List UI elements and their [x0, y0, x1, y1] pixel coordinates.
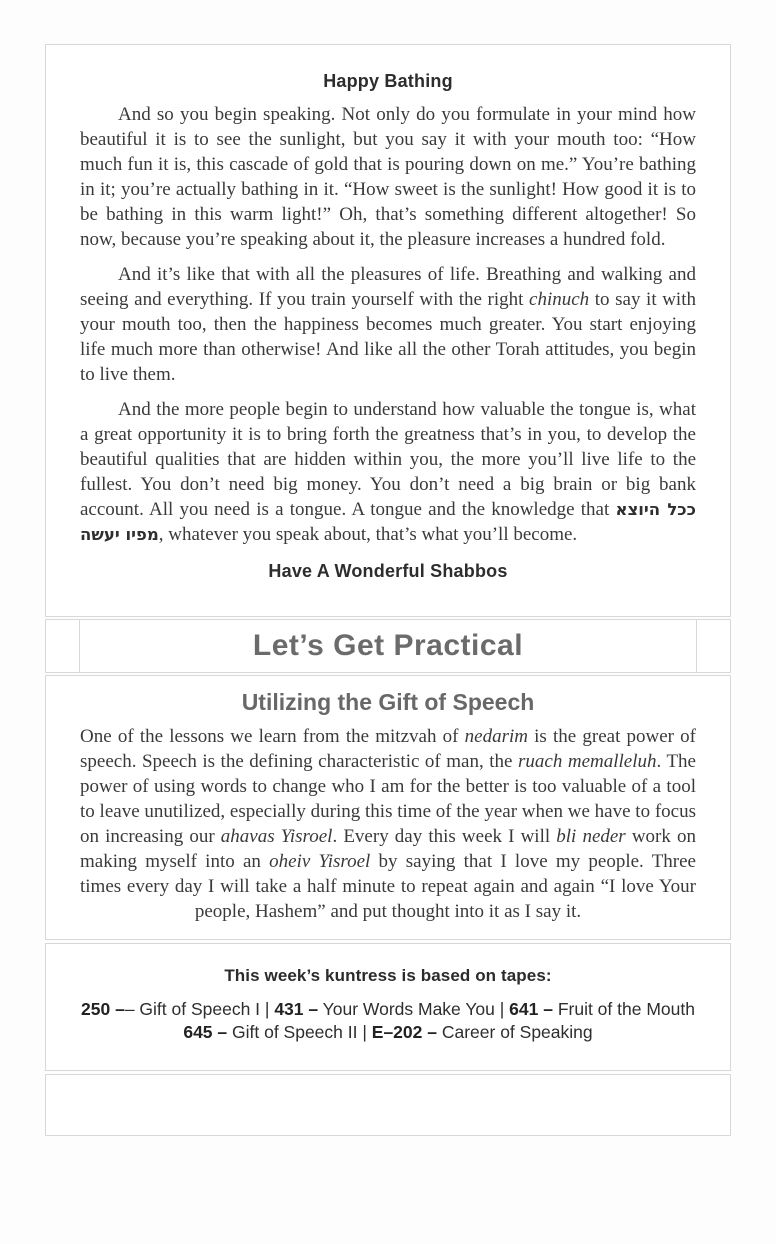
- practical-text: by saying that I love my people. Three times every day I will take a half minute to repeat again and again “I love Your people, Hashem” and put thought into it as I say it.: [80, 851, 696, 922]
- tape-title: Your Words Make You: [318, 999, 495, 1019]
- hebrew-phrase: ככל היוצא מפיו יעשה: [80, 500, 696, 544]
- tape-number: 641 –: [509, 999, 553, 1019]
- tape-line-2: [74, 1021, 702, 1044]
- banner-right-cell: [696, 620, 730, 672]
- paragraph-3-text-cont: , whatever you speak about, that’s what you’ll become.: [158, 524, 578, 545]
- happy-bathing-heading: Happy Bathing: [323, 71, 453, 91]
- tapes-heading: This week’s kuntress is based on tapes:: [224, 966, 552, 985]
- italic-term-oheiv-yisroel: oheiv Yisroel: [269, 851, 371, 872]
- paragraph-2-text-cont: to say it with your mouth too, then the happiness becomes much greater. You start enjoying life much more than otherwise! And like all the other Torah attitudes, you begin to live them.: [80, 289, 696, 385]
- paragraph-2: [80, 262, 696, 387]
- next-section-partial: [45, 1074, 731, 1136]
- paragraph-1: And so you begin speaking. Not only do you formulate in your mind how beautiful it is to see the sunlight, but you say it with your mouth too: “How much fun it is, this cascade of gold that is pouring down on me.” You’re bathing in it; you’re actually bathing in it. “How sweet is the sunlight! How good it is to be bathing in this warm light!” Oh, that’s something different altogether! So now, because you’re speaking about it, the pleasure increases a hundred fold.: [80, 104, 696, 250]
- practical-text: work on making myself into an: [80, 826, 696, 872]
- banner-left-cell: [46, 620, 80, 672]
- separator: |: [494, 999, 510, 1019]
- paragraph-3: [80, 397, 696, 547]
- italic-term-chinuch: chinuch: [529, 289, 590, 310]
- tape-title: Career of Speaking: [436, 1022, 593, 1042]
- practical-text: . The power of using words to change who I am for the better is too valuable of a tool to leave unutilized, especially during this time of the year when we have to focus on increasing our: [80, 751, 696, 847]
- practical-text: . Every day this week I will: [332, 826, 557, 847]
- separator: |: [357, 1022, 372, 1042]
- italic-term-ahavas-yisroel: ahavas Yisroel: [220, 826, 333, 847]
- document-page: [45, 44, 731, 1136]
- tape-title: Fruit of the Mouth: [552, 999, 695, 1019]
- practical-section: [45, 675, 731, 940]
- paragraph-3-text: And the more people begin to understand how valuable the tongue is, what a great opportunity it is to bring forth the greatness that’s in you, to develop the beautiful qualities that are hidden within you, the more you’ll live life to the fullest. You don’t need big money. You don’t need a big brain or big bank account. All you need is a tongue. A tongue and the knowledge that: [80, 399, 696, 520]
- practical-heading: Utilizing the Gift of Speech: [241, 689, 535, 715]
- closing-heading: Have A Wonderful Shabbos: [268, 561, 508, 581]
- main-section: [45, 44, 731, 617]
- tape-number: 250 –: [81, 999, 125, 1019]
- italic-term-bli-neder: bli neder: [556, 826, 626, 847]
- tapes-section: [45, 943, 731, 1071]
- practical-paragraph: [80, 724, 696, 924]
- italic-term-ruach-memalleluh: ruach memalleluh: [518, 751, 657, 772]
- tape-number: 431 –: [274, 999, 319, 1019]
- tape-number: 645 –: [183, 1022, 228, 1042]
- practical-text: is the great power of speech. Speech is the defining characteristic of man, the: [80, 726, 697, 772]
- italic-term-nedarim: nedarim: [464, 726, 528, 747]
- tape-number: E–202 –: [371, 1022, 437, 1042]
- practical-banner: [45, 619, 731, 673]
- practical-text: One of the lessons we learn from the mitzvah of: [80, 726, 465, 747]
- tape-line-1: [74, 998, 702, 1021]
- document-background: [0, 44, 776, 1244]
- tape-title: – Gift of Speech I: [124, 999, 261, 1019]
- tape-title: Gift of Speech II: [227, 1022, 358, 1042]
- practical-banner-title: Let’s Get Practical: [252, 629, 524, 662]
- separator: |: [260, 999, 275, 1019]
- paragraph-2-text: And it’s like that with all the pleasures of life. Breathing and walking and seeing and everything. If you train yourself with the right: [80, 264, 696, 310]
